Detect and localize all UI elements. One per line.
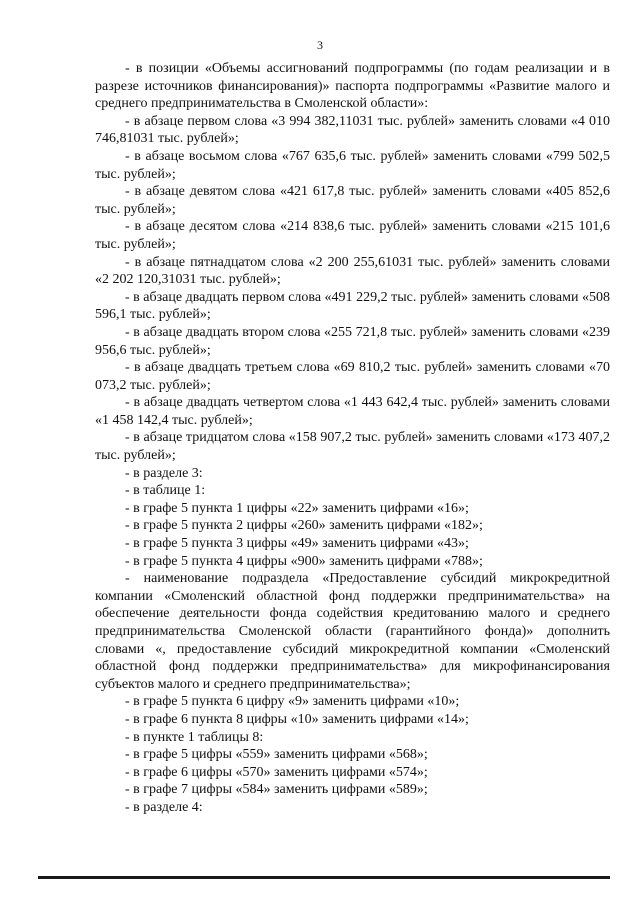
- paragraph-9: - в абзаце двадцать четвертом слова «1 443 642,4 тыс. рублей» заменить словами «1 458 142,4 тыс. рублей»;: [95, 395, 610, 428]
- paragraph-20: - в пункте 1 таблицы 8:: [125, 729, 264, 745]
- paragraph-11: - в разделе 3:: [125, 465, 203, 481]
- paragraph-6: - в абзаце двадцать первом слова «491 229,2 тыс. рублей» заменить словами «508 596,1 тыс. рублей»;: [95, 289, 610, 323]
- paragraph-23: - в графе 7 цифры «584» заменить цифрами «589»;: [125, 782, 428, 798]
- paragraph-8: - в абзаце двадцать третьем слова «69 810,2 тыс. рублей» заменить словами «70 073,2 тыс. рублей»;: [95, 360, 610, 393]
- paragraph-17: - наименование подраздела «Предоставление субсидий микрокредитной компании «Смоленский областной фонд поддержки предпринимательства» на обеспечение деятельности фонда содействия кредитованию малого и среднего предпринимательства Смоленской области (гарантийного фонда)» дополнить словами «, предоставление субсидий микрокредитной компании «Смоленский областной фонд поддержки предпринимательства» для микрофинансирования субъектов малого и среднего предпринимательства»;: [95, 571, 610, 692]
- bottom-rule: [38, 876, 610, 879]
- paragraph-7: - в абзаце двадцать втором слова «255 721,8 тыс. рублей» заменить словами «239 956,6 тыс. рублей»;: [95, 324, 610, 358]
- paragraph-2: - в абзаце восьмом слова «767 635,6 тыс. рублей» заменить словами «799 502,5 тыс. рублей»;: [95, 148, 610, 182]
- paragraph-3: - в абзаце девятом слова «421 617,8 тыс. рублей» заменить словами «405 852,6 тыс. рублей»;: [95, 184, 610, 217]
- document-body: [95, 60, 610, 817]
- paragraph-14: - в графе 5 пункта 2 цифры «260» заменить цифрами «182»;: [125, 518, 483, 534]
- paragraph-5: - в абзаце пятнадцатом слова «2 200 255,61031 тыс. рублей» заменить словами «2 202 120,31031 тыс. рублей»;: [95, 254, 610, 288]
- paragraph-4: - в абзаце десятом слова «214 838,6 тыс. рублей» заменить словами «215 101,6 тыс. рублей»;: [95, 219, 610, 252]
- paragraph-24: - в разделе 4:: [125, 799, 203, 815]
- paragraph-12: - в таблице 1:: [125, 483, 206, 499]
- paragraph-16: - в графе 5 пункта 4 цифры «900» заменить цифрами «788»;: [125, 553, 483, 569]
- paragraph-0: - в позиции «Объемы ассигнований подпрограммы (по годам реализации и в разрезе источников финансирования)» паспорта подпрограммы «Развитие малого и среднего предпринимательства в Смоленской области»:: [95, 61, 610, 112]
- paragraph-21: - в графе 5 цифры «559» заменить цифрами «568»;: [125, 747, 428, 763]
- paragraph-10: - в абзаце тридцатом слова «158 907,2 тыс. рублей» заменить словами «173 407,2 тыс. рублей»;: [95, 430, 610, 464]
- paragraph-19: - в графе 6 пункта 8 цифры «10» заменить цифрами «14»;: [125, 711, 469, 727]
- paragraph-1: - в абзаце первом слова «3 994 382,11031 тыс. рублей» заменить словами «4 010 746,81031 тыс. рублей»;: [95, 113, 610, 147]
- paragraph-15: - в графе 5 пункта 3 цифры «49» заменить цифрами «43»;: [125, 536, 469, 552]
- paragraph-22: - в графе 6 цифры «570» заменить цифрами «574»;: [125, 764, 428, 780]
- paragraph-13: - в графе 5 пункта 1 цифры «22» заменить цифрами «16»;: [125, 500, 469, 516]
- paragraph-18: - в графе 5 пункта 6 цифру «9» заменить цифрами «10»;: [125, 694, 460, 710]
- page-number: 3: [317, 38, 323, 52]
